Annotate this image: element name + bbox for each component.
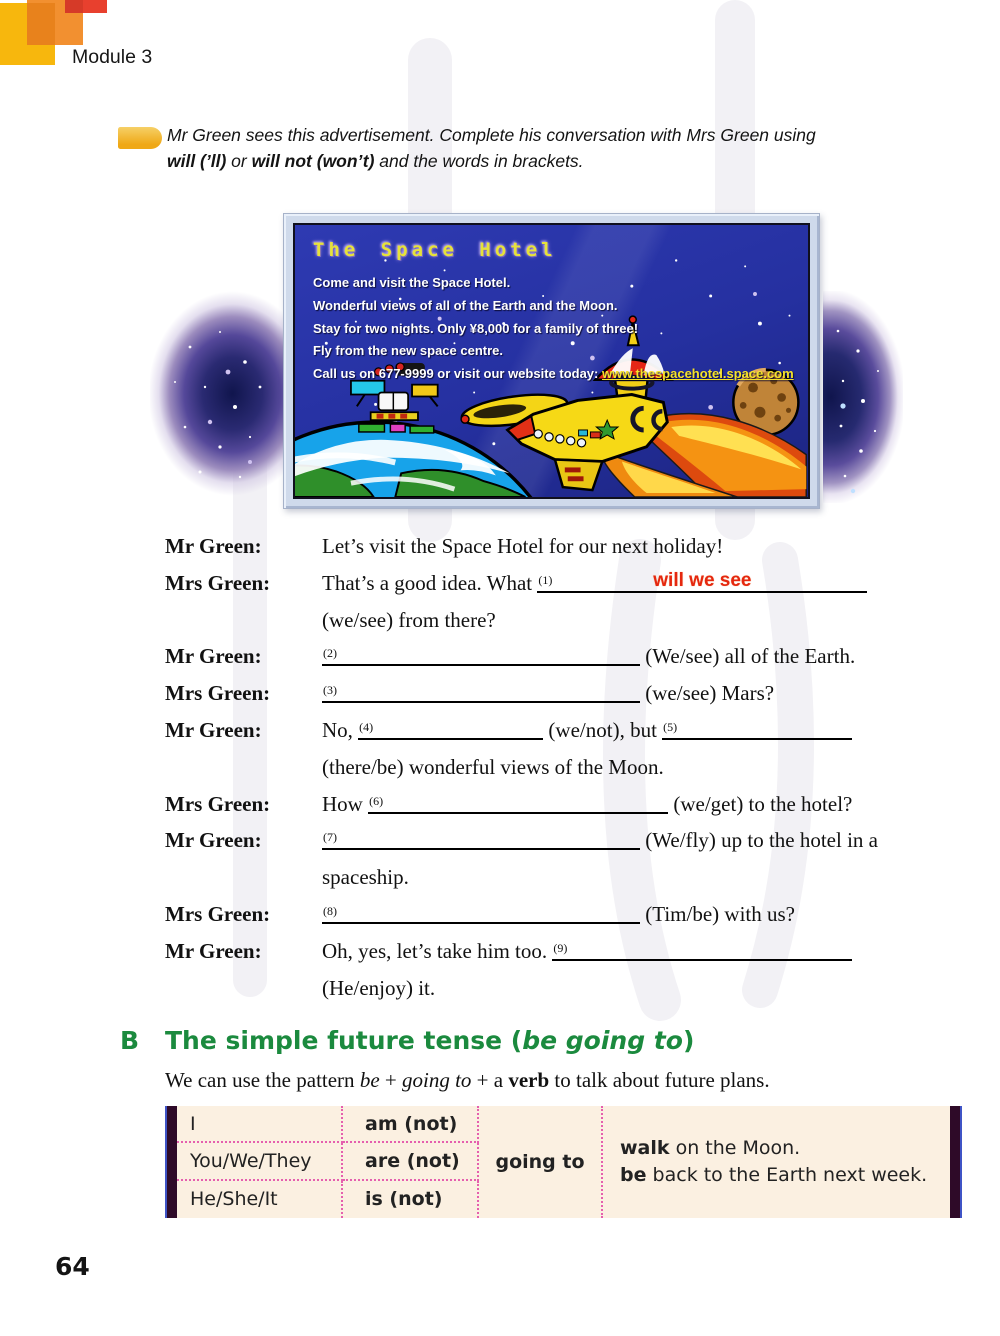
- dialogue-line: [165, 565, 967, 602]
- dialogue-line: [165, 749, 967, 786]
- pattern-sentence: [165, 1068, 770, 1093]
- table-subject-cell: I: [177, 1106, 343, 1143]
- dialogue-text: (there/be) wonderful views of the Moon.: [322, 754, 664, 779]
- ad-line: Come and visit the Space Hotel.: [313, 275, 511, 290]
- speaker-label: Mr Green:: [165, 717, 262, 742]
- instruction-bold-will: will (’ll): [167, 151, 227, 171]
- answer-blank: (2): [322, 646, 640, 666]
- pattern-be: be: [359, 1068, 380, 1092]
- speaker-label: Mrs Green:: [165, 901, 271, 926]
- dialogue-line: [165, 859, 967, 896]
- dialogue-text: (He/enjoy) it.: [322, 975, 436, 1000]
- handwritten-answer: will we see: [653, 569, 752, 591]
- page-number: 64: [55, 1252, 90, 1281]
- dialogue-line: [165, 638, 967, 675]
- section-b-heading: [120, 1026, 694, 1055]
- dialogue-text: (7) (We/fly) up to the hotel in a: [323, 828, 878, 853]
- dialogue-text: How (6) (we/get) to the hotel?: [322, 791, 853, 816]
- pattern-p2: to talk about future plans.: [549, 1068, 770, 1092]
- answer-blank: (1) will we see: [537, 573, 867, 593]
- instruction-or: or: [226, 151, 252, 171]
- dialogue-text: spaceship.: [322, 865, 409, 890]
- dialogue-text: (8) (Tim/be) with us?: [323, 901, 795, 926]
- table-phrase-cell: [603, 1106, 950, 1218]
- dialogue-line: [165, 675, 967, 712]
- phrase-rest: back to the Earth next week.: [646, 1163, 928, 1186]
- table-verb-cell: are (not): [343, 1143, 479, 1180]
- instruction-text: [167, 122, 967, 174]
- logo-square-red-overlap: [65, 0, 83, 13]
- speaker-label: [165, 602, 322, 639]
- section-title-main: The simple future tense (: [165, 1026, 523, 1055]
- module-label: Module 3: [72, 46, 153, 68]
- dialogue-line: [165, 822, 967, 859]
- dialogue-text: (2) (We/see) all of the Earth.: [323, 644, 856, 669]
- phrase-rest: on the Moon.: [669, 1136, 801, 1159]
- dialogue-line: [165, 970, 967, 1007]
- pattern-p1: We can use the pattern: [165, 1068, 360, 1092]
- space-hotel-ad: [283, 213, 820, 509]
- instruction-bold-willnot: will not (won’t): [251, 151, 375, 171]
- dialogue-text: Oh, yes, let’s take him too. (9): [322, 933, 967, 970]
- instruction-tail: and the words in brackets.: [374, 151, 584, 171]
- pattern-verb: verb: [508, 1068, 550, 1092]
- answer-blank: (8): [322, 904, 640, 924]
- dialogue-line: [165, 896, 967, 933]
- dialogue-text: No, (4) (we/not), but (5): [322, 712, 967, 749]
- ad-text-lines: [313, 272, 794, 386]
- dialogue-line: [165, 528, 967, 565]
- answer-blank: (3): [322, 683, 640, 703]
- dialogue-text: (we/see) from there?: [322, 607, 496, 632]
- grammar-table: [165, 1106, 962, 1218]
- dialogue-text: Let’s visit the Space Hotel for our next holiday!: [322, 534, 724, 558]
- instruction-bullet-icon: [118, 127, 162, 149]
- speaker-label: Mr Green:: [165, 938, 262, 963]
- ad-website-url: www.thespacehotel.space.com: [601, 366, 794, 382]
- pattern-goingto: going to: [401, 1068, 472, 1092]
- space-nebula-left: [150, 287, 283, 500]
- dialogue-line: [165, 933, 967, 970]
- answer-blank: (5): [662, 720, 852, 740]
- table-subject-cell: He/She/It: [177, 1181, 343, 1218]
- phrase-line: [620, 1162, 950, 1189]
- dialogue-text: (3) (we/see) Mars?: [323, 681, 775, 706]
- ad-line: Fly from the new space centre.: [313, 343, 504, 359]
- speaker-label: Mrs Green:: [165, 681, 271, 706]
- section-title: [165, 1026, 694, 1055]
- speaker-label: [165, 749, 322, 786]
- speaker-label: Mr Green:: [165, 534, 262, 558]
- phrase-bold: walk: [620, 1136, 670, 1159]
- speaker-label: Mrs Green:: [165, 791, 271, 816]
- ad-line-contact: [313, 363, 794, 386]
- dialogue-text: That’s a good idea. What (1) will we see: [322, 565, 967, 602]
- answer-blank: (6): [368, 794, 668, 814]
- section-title-italic: be going to: [522, 1026, 683, 1055]
- pattern-plus2: + a: [471, 1068, 509, 1092]
- speaker-label: Mr Green:: [165, 828, 262, 853]
- table-verb-cell: is (not): [343, 1181, 479, 1218]
- instruction-line1: Mr Green sees this advertisement. Complete his conversation with Mrs Green using: [167, 125, 816, 145]
- ad-line: Stay for two nights. Only ¥8,000 for a family of three!: [313, 320, 639, 336]
- answer-blank: (7): [322, 830, 640, 850]
- space-hotel-ad-inner: [293, 223, 810, 499]
- ad-call-text: Call us on 677-9999 or visit our website today:: [313, 366, 602, 382]
- pattern-plus1: +: [379, 1068, 402, 1092]
- speaker-label: [165, 859, 322, 896]
- speaker-label: [165, 970, 322, 1007]
- answer-blank: (4): [358, 720, 543, 740]
- speaker-label: Mr Green:: [165, 644, 262, 669]
- table-goingto-cell: going to: [479, 1106, 603, 1218]
- ad-title: The Space Hotel: [313, 239, 557, 261]
- phrase-bold: be: [620, 1163, 647, 1186]
- table-left-bar: [165, 1106, 177, 1218]
- phrase-line: [620, 1135, 950, 1162]
- section-letter: B: [120, 1026, 140, 1055]
- dialogue-line: [165, 602, 967, 639]
- logo-square-overlap: [27, 3, 55, 45]
- dialogue: [165, 528, 967, 1006]
- table-verb-cell: am (not): [343, 1106, 479, 1143]
- table-subject-cell: You/We/They: [177, 1143, 343, 1180]
- dialogue-line: [165, 786, 967, 823]
- space-nebula-right: [823, 291, 903, 503]
- speaker-label: Mrs Green:: [165, 570, 271, 595]
- dialogue-line: [165, 712, 967, 749]
- answer-blank: (9): [552, 941, 852, 961]
- ad-line: Wonderful views of all of the Earth and the Moon.: [313, 297, 618, 313]
- table-right-bar: [950, 1106, 962, 1218]
- section-title-close: ): [682, 1026, 695, 1055]
